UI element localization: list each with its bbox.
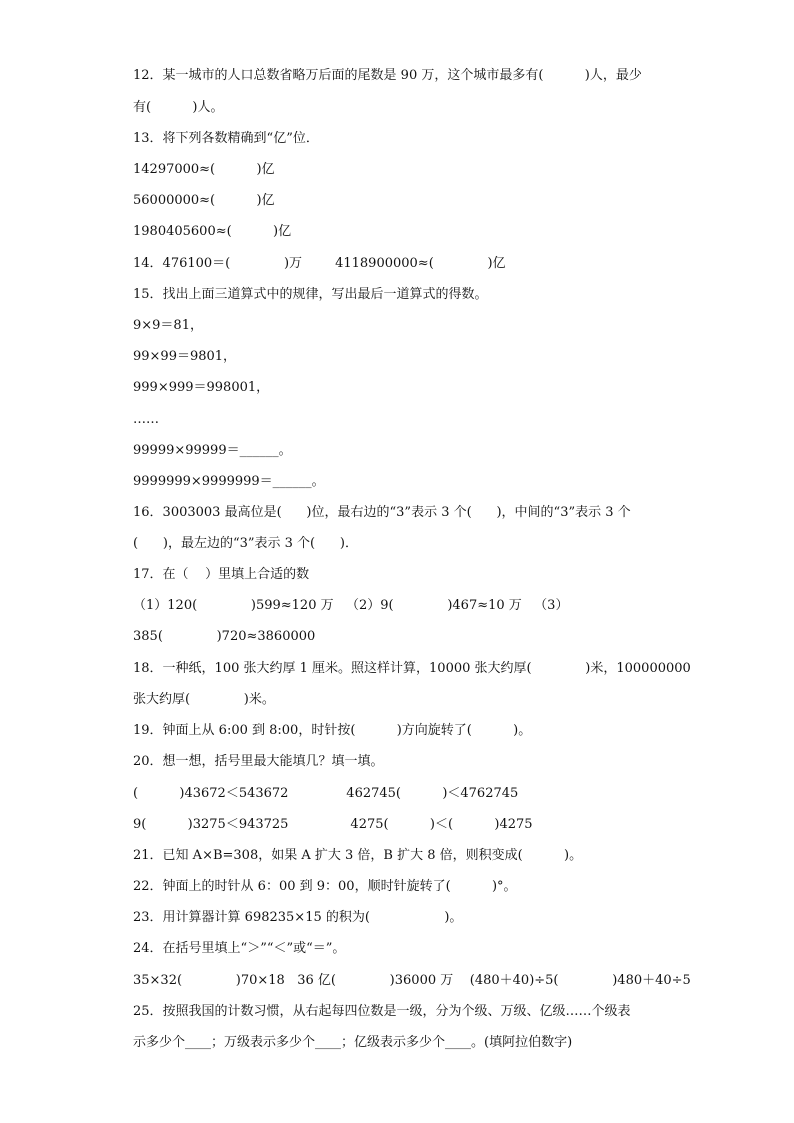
question-14: 14．476100＝( )万 4118900000≈( )亿 xyxy=(133,256,506,271)
question-13-item-2: 56000000≈( )亿 xyxy=(133,193,275,208)
question-13-title: 13．将下列各数精确到“亿”位． xyxy=(133,131,319,146)
question-15-eq-2: 99×99＝9801， xyxy=(133,349,237,364)
question-24-line: 35×32( )70×18 36 亿( )36000 万 (480＋40)÷5( )480＋40÷5 xyxy=(133,973,691,988)
question-20-title: 20．想一想，括号里最大能填几？填一填。 xyxy=(133,754,384,769)
question-20-line-1: ( )43672＜543672 462745( )＜4762745 xyxy=(133,786,519,801)
question-24-title: 24．在括号里填上“＞”“＜”或“＝”。 xyxy=(133,941,346,956)
question-19: 19．钟面上从 6:00 到 8:00，时针按( )方向旋转了( )。 xyxy=(133,723,532,738)
question-17-title: 17．在（ ）里填上合适的数 xyxy=(133,567,310,582)
question-21: 21．已知 A×B=308，如果 A 扩大 3 倍，B 扩大 8 倍，则积变成( )。 xyxy=(133,848,583,863)
question-20-line-2: 9( )3275＜943725 4275( )＜( )4275 xyxy=(133,817,533,832)
question-18-line-2: 张大约厚( )米。 xyxy=(133,692,275,707)
question-16-line-1: 16．3003003 最高位是( )位，最右边的“3”表示 3 个( )，中间的“3”表示 3 个 xyxy=(133,505,631,520)
question-25-line-2: 示多少个____；万级表示多少个____；亿级表示多少个____。(填阿拉伯数字) xyxy=(133,1035,573,1050)
question-25-line-1: 25．按照我国的计数习惯，从右起每四位数是一级，分为个级、万级、亿级……个级表 xyxy=(133,1004,631,1019)
question-17-line-2: 385( )720≈3860000 xyxy=(133,629,316,644)
question-16-line-2: ( )，最左边的“3”表示 3 个( )． xyxy=(133,536,358,551)
question-13-item-1: 14297000≈( )亿 xyxy=(133,162,275,177)
question-23: 23．用计算器计算 698235×15 的积为( )。 xyxy=(133,910,463,925)
question-12-line-1: 12．某一城市的人口总数省略万后面的尾数是 90 万，这个城市最多有( )人，最少 xyxy=(133,68,642,83)
question-22: 22．钟面上的时针从 6：00 到 9：00，顺时针旋转了( )°。 xyxy=(133,879,517,894)
question-13-item-3: 1980405600≈( )亿 xyxy=(133,224,292,239)
question-12-line-2: 有( )人。 xyxy=(133,100,224,115)
question-15-eq-1: 9×9＝81， xyxy=(133,318,203,333)
question-17-line-1: （1）120( )599≈120 万 （2）9( )467≈10 万 （3） xyxy=(133,598,569,613)
question-15-eq-4: 99999×99999＝______。 xyxy=(133,443,292,458)
question-15-eq-3: 999×999＝998001， xyxy=(133,380,270,395)
question-15-eq-5: 9999999×9999999＝______。 xyxy=(133,474,325,489)
question-15-title: 15．找出上面三道算式中的规律，写出最后一道算式的得数。 xyxy=(133,287,488,302)
question-15-ellipsis: …… xyxy=(133,412,159,427)
question-18-line-1: 18．一种纸，100 张大约厚 1 厘米。照这样计算，10000 张大约厚( )米，100000000 xyxy=(133,661,691,676)
